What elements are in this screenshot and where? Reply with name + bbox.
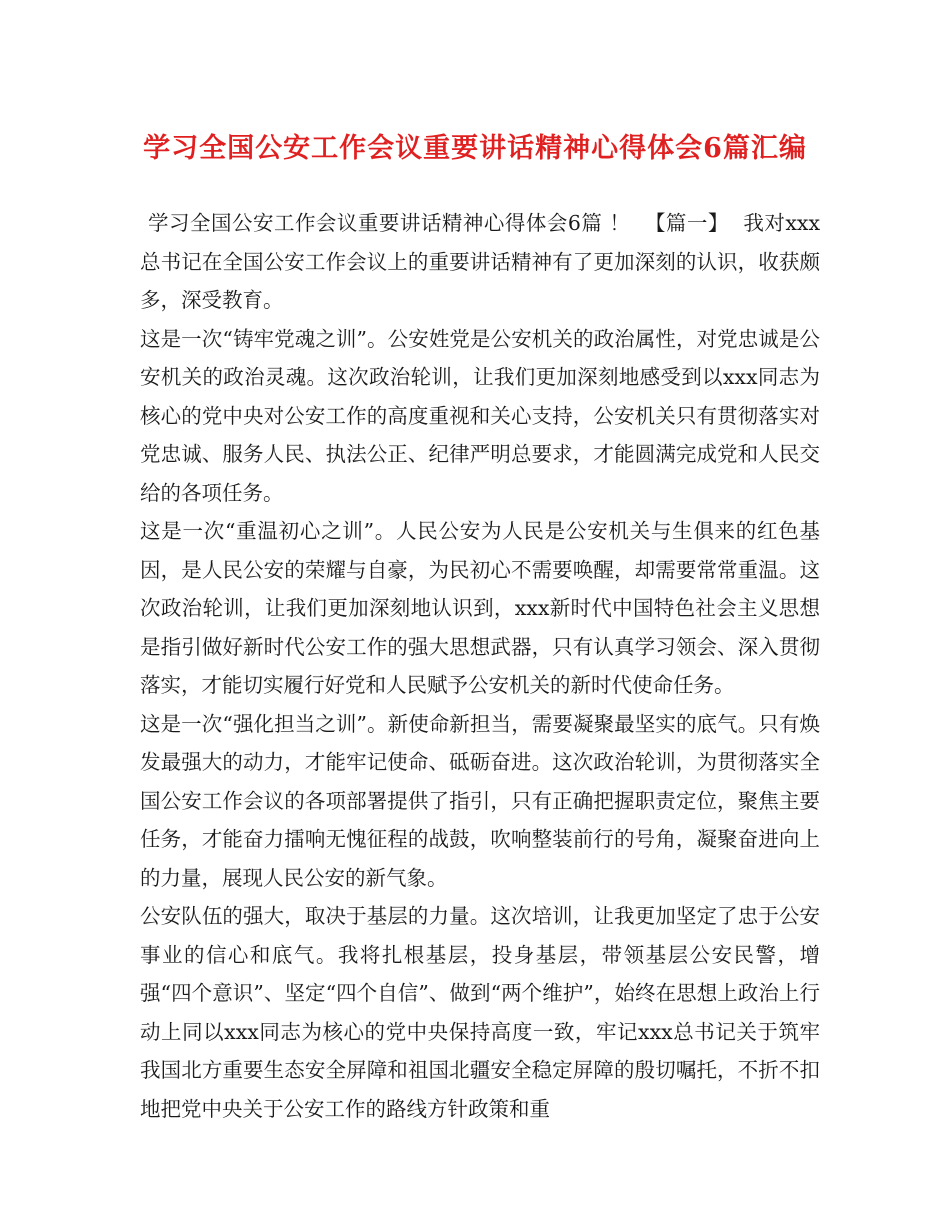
intro-heading: 学习全国公安工作会议重要讲话精神心得体会6篇 ！	[148, 211, 631, 235]
paragraph-3: 这是一次“重温初心之训”。人民公安为人民是公安机关与生俱来的红色基因，是人民公安的荣耀与自豪，为民初心不需要唤醒，却需要常常重温。这次政治轮训，让我们更加深刻地认识到，xxx新时代中国特色社会主义思想是指引做好新时代公安工作的强大思想武器，只有认真学习领会、深入贯彻落实，才能切实履行好党和人民赋予公安机关的新时代使命任务。	[140, 519, 820, 697]
paragraph-5: 公安队伍的强大，取决于基层的力量。这次培训，让我更加坚定了忠于公安事业的信心和底气。我将扎根基层，投身基层，带领基层公安民警，增强“四个意识”、坚定“四个自信”、做到“两个维护”，始终在思想上政治上行动上同以xxx同志为核心的党中央保持高度一致，牢记xxx总书记关于筑牢我国北方重要生态安全屏障和祖国北疆安全稳定屏障的殷切嘱托，不折不扣地把党中央关于公安工作的路线方针政策和重	[140, 904, 820, 1121]
paragraph-2: 这是一次“铸牢党魂之训”。公安姓党是公安机关的政治属性，对党忠诚是公安机关的政治灵魂。这次政治轮训，让我们更加深刻地感受到以xxx同志为核心的党中央对公安工作的高度重视和关心支持，公安机关只有贯彻落实对党忠诚、服务人民、执法公正、纪律严明总要求，才能圆满完成党和人民交给的各项任务。	[140, 326, 820, 505]
document-body	[140, 204, 820, 1128]
intro-paragraph	[140, 204, 820, 320]
paragraph-1: 我对xxx总书记在全国公安工作会议上的重要讲话精神有了更加深刻的认识，收获颇多，深受教育。	[140, 211, 821, 312]
document-title: 学习全国公安工作会议重要讲话精神心得体会6篇汇编	[143, 133, 807, 164]
paragraph-4: 这是一次“强化担当之训”。新使命新担当，需要凝聚最坚实的底气。只有焕发最强大的动力，才能牢记使命、砥砺奋进。这次政治轮训，为贯彻落实全国公安工作会议的各项部署提供了指引，只有正确把握职责定位，聚焦主要任务，才能奋力擂响无愧征程的战鼓，吹响整装前行的号角，凝聚奋进向上的力量，展现人民公安的新气象。	[140, 711, 820, 890]
section-label: 【篇一】	[644, 211, 729, 235]
